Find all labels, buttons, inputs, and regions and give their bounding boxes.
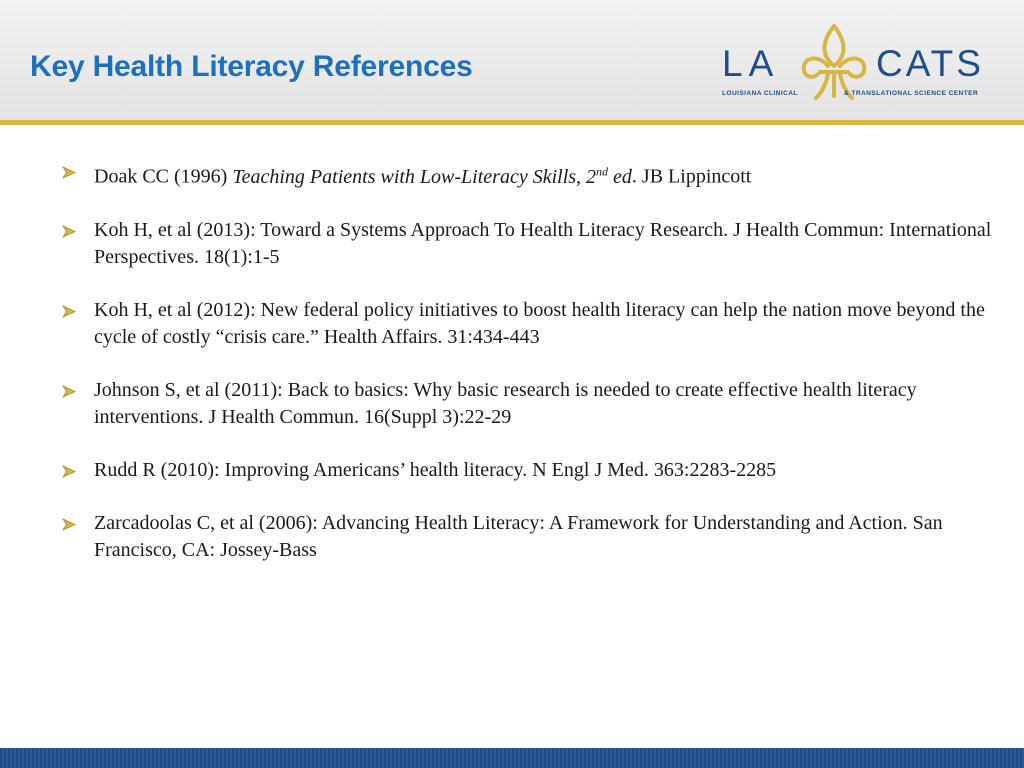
reference-ordinal-suffix: nd [596,164,609,178]
reference-text: Koh H, et al (2012): New federal policy initiatives to boost health literacy can help the nation move beyond the cycle of costly “crisis care.” Health Affairs. 31:434-443 [94,298,985,348]
footer-bar [0,748,1024,768]
reference-text: Koh H, et al (2013): Toward a Systems Approach To Health Literacy Research. J Health Commun: International Perspectives. 18(1):1-5 [94,218,992,268]
slide-header [0,0,1024,120]
bullet-arrow-icon [62,518,76,531]
header-divider [0,120,1024,125]
reference-publisher: . JB Lippincott [631,165,752,188]
reference-item [62,377,992,431]
bullet-arrow-icon [62,225,76,238]
reference-list [62,158,992,590]
bullet-arrow-icon [62,385,76,398]
reference-text: Zarcadoolas C, et al (2006): Advancing Health Literacy: A Framework for Understanding and Action. San Francisco, CA: Jossey-Bass [94,511,943,561]
reference-title: Teaching Patients with Low-Literacy Skills, 2nd ed [232,164,632,188]
reference-text: Johnson S, et al (2011): Back to basics: Why basic research is needed to create effective health literacy interventions. J Health Commun. 16(Suppl 3):22-29 [94,378,917,428]
reference-text: Rudd R (2010): Improving Americans’ health literacy. N Engl J Med. 363:2283-2285 [94,458,777,481]
reference-item [62,158,992,191]
reference-item [62,510,992,564]
bullet-arrow-icon [62,465,76,478]
bullet-arrow-icon [62,166,76,179]
page-title: Key Health Literacy References [30,50,473,83]
la-cats-logo [718,22,1000,102]
logo-word-left: LA [722,43,780,84]
logo-tagline-right: & TRANSLATIONAL SCIENCE CENTER [844,90,979,97]
reference-item [62,457,992,484]
logo-word-right: CATS [876,43,984,84]
reference-item [62,297,992,351]
reference-author: Doak CC (1996) [94,165,233,188]
bullet-arrow-icon [62,305,76,318]
logo-tagline-left: LOUISIANA CLINICAL [722,90,798,97]
reference-item [62,217,992,271]
